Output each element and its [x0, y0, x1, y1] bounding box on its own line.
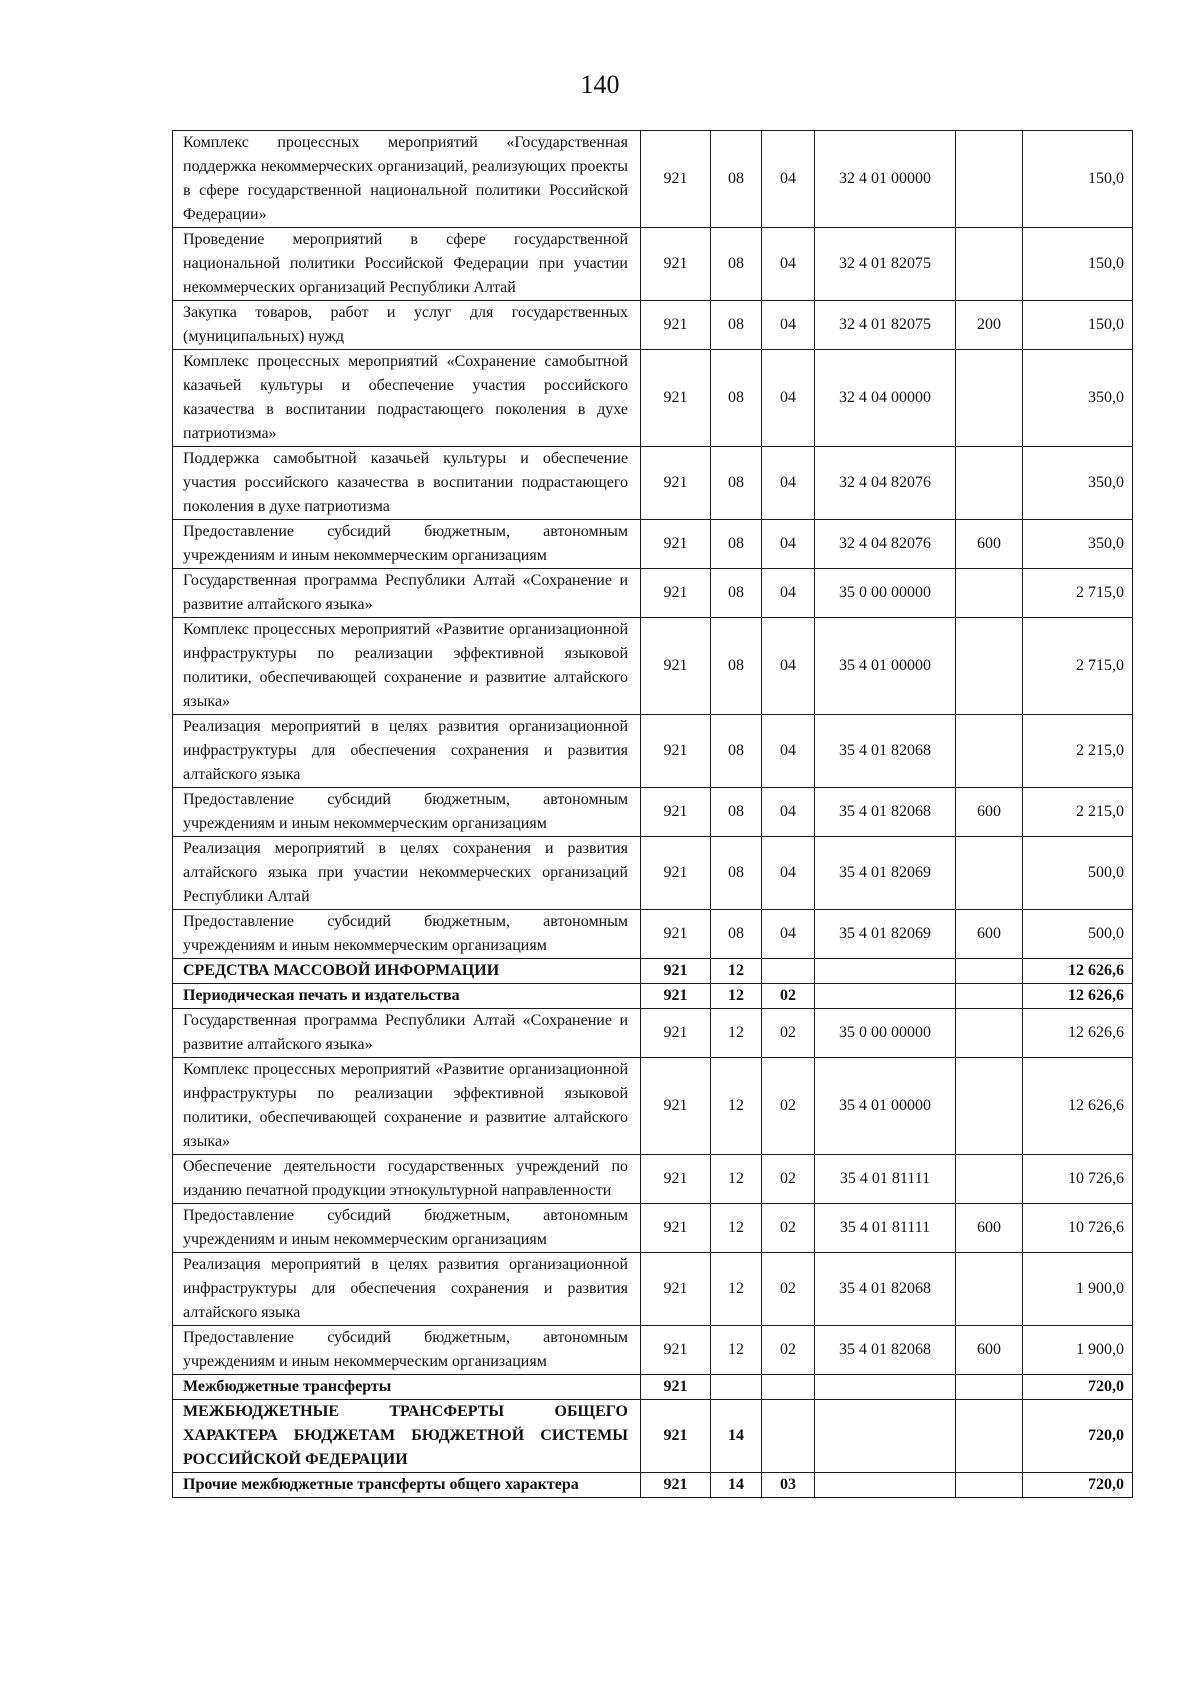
row-grbs-cell: 921: [641, 447, 711, 520]
budget-table: [172, 130, 1133, 1498]
row-grbs-cell: 921: [641, 131, 711, 228]
row-section-cell: 08: [711, 788, 762, 837]
row-grbs-cell: 921: [641, 1058, 711, 1155]
row-target-article-cell: 35 4 01 00000: [815, 618, 956, 715]
row-subsection-cell: 02: [762, 1009, 815, 1058]
table-row: [173, 1253, 1133, 1326]
row-expense-type-cell: 200: [956, 301, 1023, 350]
budget-table-body: [173, 131, 1133, 1498]
row-amount-cell: 720,0: [1023, 1473, 1133, 1498]
table-row: [173, 1326, 1133, 1375]
row-grbs-cell: 921: [641, 1009, 711, 1058]
row-name-cell: Обеспечение деятельности государственных учреждений по изданию печатной продукции этнокультурной направленности: [173, 1155, 641, 1204]
row-grbs-cell: 921: [641, 1253, 711, 1326]
row-subsection-cell: 04: [762, 837, 815, 910]
row-subsection-cell: 04: [762, 228, 815, 301]
table-row: [173, 1473, 1133, 1498]
table-row: [173, 301, 1133, 350]
row-target-article-cell: [815, 1400, 956, 1473]
row-subsection-cell: 04: [762, 520, 815, 569]
row-grbs-cell: 921: [641, 520, 711, 569]
table-row: [173, 228, 1133, 301]
row-name-cell: Государственная программа Республики Алтай «Сохранение и развитие алтайского языка»: [173, 1009, 641, 1058]
row-grbs-cell: 921: [641, 959, 711, 984]
row-expense-type-cell: 600: [956, 1204, 1023, 1253]
row-grbs-cell: 921: [641, 1326, 711, 1375]
row-expense-type-cell: 600: [956, 1326, 1023, 1375]
row-subsection-cell: 02: [762, 1155, 815, 1204]
row-section-cell: 12: [711, 1155, 762, 1204]
row-expense-type-cell: 600: [956, 520, 1023, 569]
row-expense-type-cell: 600: [956, 910, 1023, 959]
row-section-cell: 08: [711, 520, 762, 569]
row-section-cell: 12: [711, 959, 762, 984]
row-subsection-cell: 02: [762, 1058, 815, 1155]
row-section-cell: 12: [711, 1058, 762, 1155]
row-name-cell: Реализация мероприятий в целях сохранения и развития алтайского языка при участии некоммерческих организаций Республики Алтай: [173, 837, 641, 910]
row-expense-type-cell: [956, 1058, 1023, 1155]
row-amount-cell: 500,0: [1023, 910, 1133, 959]
row-grbs-cell: 921: [641, 1155, 711, 1204]
row-subsection-cell: [762, 1375, 815, 1400]
row-expense-type-cell: [956, 1253, 1023, 1326]
row-target-article-cell: 35 4 01 82068: [815, 715, 956, 788]
row-amount-cell: 350,0: [1023, 447, 1133, 520]
row-grbs-cell: 921: [641, 1473, 711, 1498]
row-section-cell: 08: [711, 837, 762, 910]
row-expense-type-cell: [956, 1473, 1023, 1498]
row-name-cell: Проведение мероприятий в сфере государственной национальной политики Российской Федерации при участии некоммерческих организаций Республики Алтай: [173, 228, 641, 301]
row-amount-cell: 10 726,6: [1023, 1155, 1133, 1204]
row-subsection-cell: 04: [762, 715, 815, 788]
row-name-cell: Межбюджетные трансферты: [173, 1375, 641, 1400]
table-row: [173, 984, 1133, 1009]
row-section-cell: 12: [711, 984, 762, 1009]
row-amount-cell: 2 215,0: [1023, 788, 1133, 837]
table-row: [173, 1400, 1133, 1473]
row-amount-cell: 150,0: [1023, 228, 1133, 301]
row-subsection-cell: 03: [762, 1473, 815, 1498]
row-name-cell: Комплекс процессных мероприятий «Развитие организационной инфраструктуры по реализации эффективной языковой политики, обеспечивающей сохранение и развитие алтайского языка»: [173, 618, 641, 715]
row-amount-cell: 10 726,6: [1023, 1204, 1133, 1253]
table-row: [173, 1375, 1133, 1400]
row-expense-type-cell: 600: [956, 788, 1023, 837]
row-grbs-cell: 921: [641, 910, 711, 959]
row-amount-cell: 12 626,6: [1023, 984, 1133, 1009]
row-amount-cell: 12 626,6: [1023, 959, 1133, 984]
row-target-article-cell: 32 4 04 82076: [815, 520, 956, 569]
row-name-cell: Поддержка самобытной казачьей культуры и обеспечение участия российского казачества в воспитании подрастающего поколения в духе патриотизма: [173, 447, 641, 520]
row-subsection-cell: 04: [762, 618, 815, 715]
table-row: [173, 959, 1133, 984]
row-name-cell: Реализация мероприятий в целях развития организационной инфраструктуры для обеспечения сохранения и развития алтайского языка: [173, 1253, 641, 1326]
row-target-article-cell: [815, 959, 956, 984]
row-subsection-cell: 02: [762, 984, 815, 1009]
row-grbs-cell: 921: [641, 569, 711, 618]
row-name-cell: Комплекс процессных мероприятий «Развитие организационной инфраструктуры по реализации эффективной языковой политики, обеспечивающей сохранение и развитие алтайского языка»: [173, 1058, 641, 1155]
table-row: [173, 618, 1133, 715]
row-section-cell: [711, 1375, 762, 1400]
row-target-article-cell: 32 4 01 82075: [815, 301, 956, 350]
row-expense-type-cell: [956, 131, 1023, 228]
row-section-cell: 12: [711, 1204, 762, 1253]
row-section-cell: 08: [711, 618, 762, 715]
row-section-cell: 08: [711, 350, 762, 447]
table-row: [173, 1009, 1133, 1058]
row-expense-type-cell: [956, 984, 1023, 1009]
row-section-cell: 08: [711, 715, 762, 788]
row-amount-cell: 720,0: [1023, 1375, 1133, 1400]
row-target-article-cell: 35 4 01 82069: [815, 910, 956, 959]
row-subsection-cell: 04: [762, 301, 815, 350]
row-grbs-cell: 921: [641, 837, 711, 910]
row-name-cell: Предоставление субсидий бюджетным, автономным учреждениям и иным некоммерческим организациям: [173, 910, 641, 959]
row-expense-type-cell: [956, 618, 1023, 715]
row-name-cell: СРЕДСТВА МАССОВОЙ ИНФОРМАЦИИ: [173, 959, 641, 984]
page-number: 140: [580, 70, 620, 99]
row-grbs-cell: 921: [641, 1375, 711, 1400]
table-row: [173, 837, 1133, 910]
row-section-cell: 08: [711, 910, 762, 959]
row-target-article-cell: 32 4 01 00000: [815, 131, 956, 228]
row-name-cell: Прочие межбюджетные трансферты общего характера: [173, 1473, 641, 1498]
row-amount-cell: 12 626,6: [1023, 1009, 1133, 1058]
row-section-cell: 14: [711, 1400, 762, 1473]
row-subsection-cell: 02: [762, 1253, 815, 1326]
row-amount-cell: 350,0: [1023, 350, 1133, 447]
row-grbs-cell: 921: [641, 1400, 711, 1473]
row-amount-cell: 2 715,0: [1023, 618, 1133, 715]
row-target-article-cell: 35 4 01 81111: [815, 1155, 956, 1204]
row-subsection-cell: 04: [762, 131, 815, 228]
row-subsection-cell: 04: [762, 788, 815, 837]
table-row: [173, 447, 1133, 520]
table-row: [173, 520, 1133, 569]
row-target-article-cell: 35 0 00 00000: [815, 569, 956, 618]
row-amount-cell: 2 715,0: [1023, 569, 1133, 618]
row-subsection-cell: [762, 959, 815, 984]
table-row: [173, 788, 1133, 837]
row-section-cell: 12: [711, 1253, 762, 1326]
row-name-cell: Комплекс процессных мероприятий «Государственная поддержка некоммерческих организаций, реализующих проекты в сфере государственной национальной политики Российской Федерации»: [173, 131, 641, 228]
row-grbs-cell: 921: [641, 984, 711, 1009]
row-grbs-cell: 921: [641, 228, 711, 301]
row-expense-type-cell: [956, 228, 1023, 301]
row-amount-cell: 2 215,0: [1023, 715, 1133, 788]
row-target-article-cell: 35 0 00 00000: [815, 1009, 956, 1058]
row-expense-type-cell: [956, 350, 1023, 447]
table-row: [173, 910, 1133, 959]
row-expense-type-cell: [956, 715, 1023, 788]
row-section-cell: 08: [711, 301, 762, 350]
row-target-article-cell: 35 4 01 82069: [815, 837, 956, 910]
row-name-cell: Реализация мероприятий в целях развития организационной инфраструктуры для обеспечения сохранения и развития алтайского языка: [173, 715, 641, 788]
row-name-cell: Государственная программа Республики Алтай «Сохранение и развитие алтайского языка»: [173, 569, 641, 618]
row-section-cell: 08: [711, 131, 762, 228]
row-target-article-cell: 35 4 01 82068: [815, 788, 956, 837]
row-section-cell: 08: [711, 228, 762, 301]
row-target-article-cell: 35 4 01 00000: [815, 1058, 956, 1155]
row-grbs-cell: 921: [641, 715, 711, 788]
row-section-cell: 08: [711, 447, 762, 520]
row-amount-cell: 350,0: [1023, 520, 1133, 569]
table-row: [173, 715, 1133, 788]
row-amount-cell: 720,0: [1023, 1400, 1133, 1473]
row-grbs-cell: 921: [641, 1204, 711, 1253]
row-amount-cell: 12 626,6: [1023, 1058, 1133, 1155]
row-subsection-cell: 04: [762, 569, 815, 618]
row-name-cell: Периодическая печать и издательства: [173, 984, 641, 1009]
row-name-cell: Предоставление субсидий бюджетным, автономным учреждениям и иным некоммерческим организациям: [173, 1326, 641, 1375]
row-section-cell: 12: [711, 1326, 762, 1375]
table-row: [173, 1058, 1133, 1155]
row-subsection-cell: 02: [762, 1326, 815, 1375]
row-name-cell: Предоставление субсидий бюджетным, автономным учреждениям и иным некоммерческим организациям: [173, 788, 641, 837]
row-expense-type-cell: [956, 569, 1023, 618]
row-name-cell: МЕЖБЮДЖЕТНЫЕ ТРАНСФЕРТЫ ОБЩЕГО ХАРАКТЕРА БЮДЖЕТАМ БЮДЖЕТНОЙ СИСТЕМЫ РОССИЙСКОЙ ФЕДЕРАЦИИ: [173, 1400, 641, 1473]
row-subsection-cell: 04: [762, 350, 815, 447]
row-expense-type-cell: [956, 1009, 1023, 1058]
row-target-article-cell: 32 4 01 82075: [815, 228, 956, 301]
row-name-cell: Закупка товаров, работ и услуг для государственных (муниципальных) нужд: [173, 301, 641, 350]
row-target-article-cell: 32 4 04 82076: [815, 447, 956, 520]
row-name-cell: Комплекс процессных мероприятий «Сохранение самобытной казачьей культуры и обеспечение участия российского казачества в воспитании подрастающего поколения в духе патриотизма»: [173, 350, 641, 447]
table-row: [173, 569, 1133, 618]
row-subsection-cell: [762, 1400, 815, 1473]
row-subsection-cell: 02: [762, 1204, 815, 1253]
row-subsection-cell: 04: [762, 910, 815, 959]
row-section-cell: 08: [711, 569, 762, 618]
row-grbs-cell: 921: [641, 301, 711, 350]
table-row: [173, 350, 1133, 447]
row-expense-type-cell: [956, 1155, 1023, 1204]
row-name-cell: Предоставление субсидий бюджетным, автономным учреждениям и иным некоммерческим организациям: [173, 520, 641, 569]
row-grbs-cell: 921: [641, 618, 711, 715]
table-row: [173, 1204, 1133, 1253]
row-target-article-cell: [815, 1473, 956, 1498]
row-expense-type-cell: [956, 959, 1023, 984]
row-amount-cell: 150,0: [1023, 131, 1133, 228]
row-target-article-cell: [815, 1375, 956, 1400]
row-expense-type-cell: [956, 447, 1023, 520]
row-expense-type-cell: [956, 1400, 1023, 1473]
row-amount-cell: 500,0: [1023, 837, 1133, 910]
row-grbs-cell: 921: [641, 350, 711, 447]
row-target-article-cell: 32 4 04 00000: [815, 350, 956, 447]
row-target-article-cell: 35 4 01 82068: [815, 1253, 956, 1326]
row-amount-cell: 1 900,0: [1023, 1326, 1133, 1375]
row-grbs-cell: 921: [641, 788, 711, 837]
row-expense-type-cell: [956, 1375, 1023, 1400]
row-amount-cell: 1 900,0: [1023, 1253, 1133, 1326]
row-target-article-cell: 35 4 01 82068: [815, 1326, 956, 1375]
table-row: [173, 131, 1133, 228]
row-subsection-cell: 04: [762, 447, 815, 520]
row-name-cell: Предоставление субсидий бюджетным, автономным учреждениям и иным некоммерческим организациям: [173, 1204, 641, 1253]
row-target-article-cell: [815, 984, 956, 1009]
row-target-article-cell: 35 4 01 81111: [815, 1204, 956, 1253]
row-amount-cell: 150,0: [1023, 301, 1133, 350]
row-expense-type-cell: [956, 837, 1023, 910]
table-row: [173, 1155, 1133, 1204]
row-section-cell: 12: [711, 1009, 762, 1058]
row-section-cell: 14: [711, 1473, 762, 1498]
